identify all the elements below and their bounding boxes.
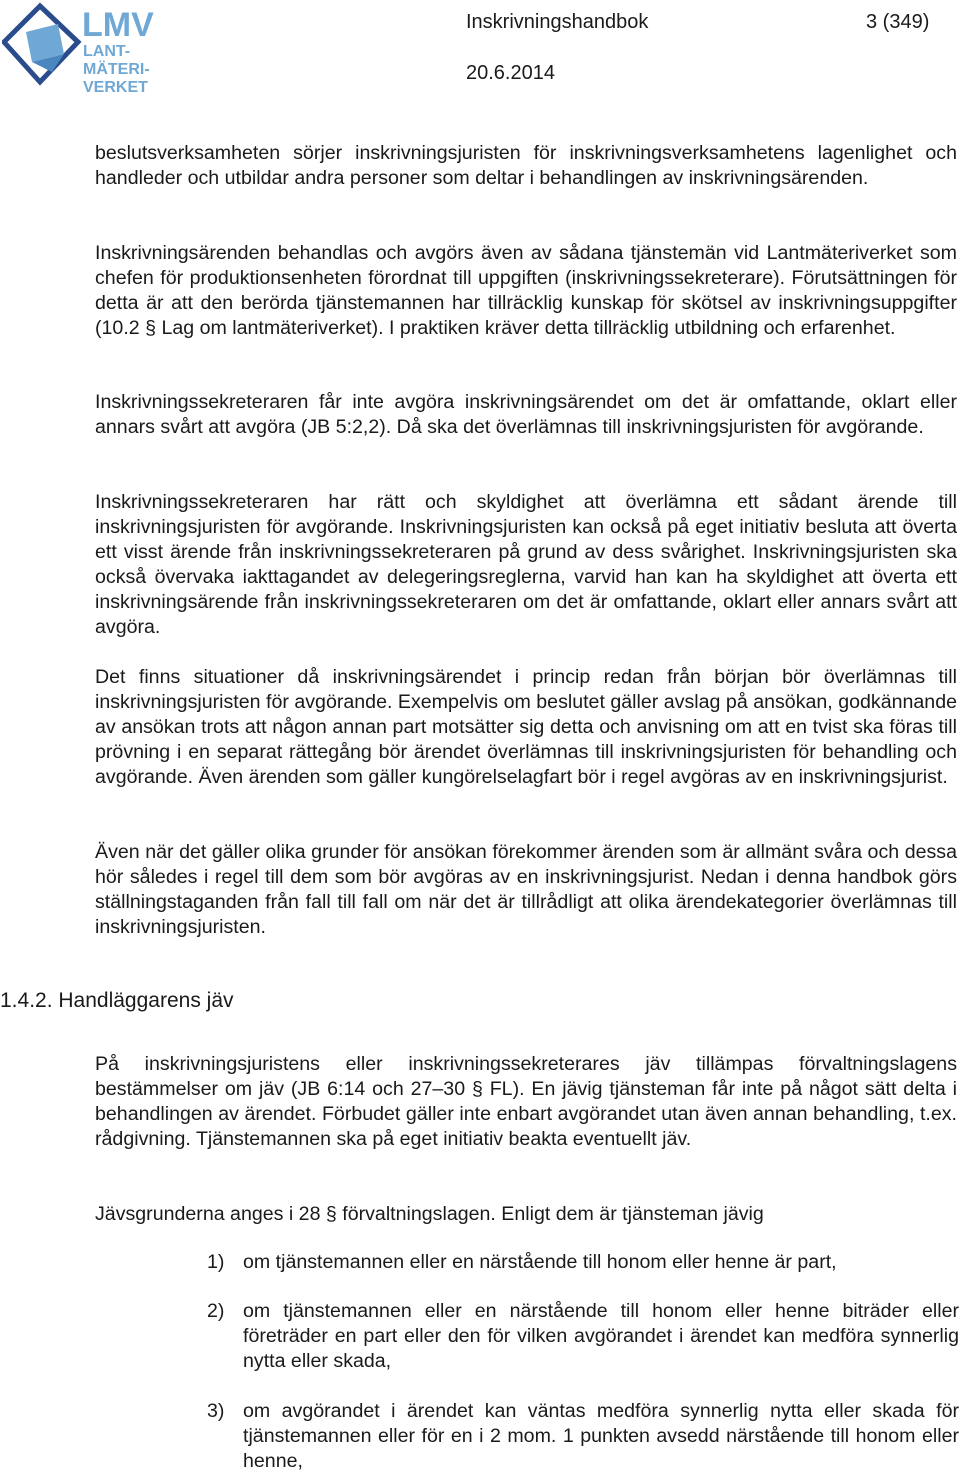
logo-graphic xyxy=(2,2,162,98)
section-paragraph-2: Jävsgrunderna anges i 28 § förvaltningslagen. Enligt dem är tjänsteman jävig xyxy=(95,1203,764,1225)
paragraph-3: Inskrivningssekreteraren får inte avgöra inskrivningsärendet om det är omfattande, oklart eller annars svårt att avgöra (JB 5:2,2). Då ska det överlämnas till inskrivningsjuristen för avgörande. xyxy=(95,391,957,438)
document-date: 20.6.2014 xyxy=(466,62,555,84)
list-number: 2) xyxy=(207,1300,225,1322)
list-text: om avgörandet i ärendet kan väntas medföra synnerlig nytta eller skada för tjänstemannen eller för en i 2 mom. 1 punkten avsedd närstående till honom eller henne, xyxy=(243,1400,959,1472)
list-text: om tjänstemannen eller en närstående till honom eller henne är part, xyxy=(243,1251,837,1273)
paragraph-6: Även när det gäller olika grunder för ansökan förekommer ärenden som är allmänt svåra och dessa hör således i regel till dem som bör avgöras av en inskrivningsjurist. Nedan i denna handbok görs ställningstaganden från fall till fall om när det är tillrådligt att olika ärendekategorier överlämnas till inskrivningsjuristen. xyxy=(95,841,957,938)
section-paragraph-1: På inskrivningsjuristens eller inskrivningssekreterares jäv tillämpas förvaltningslagens bestämmelser om jäv (JB 6:14 och 27–30 § FL). En jävig tjänsteman får inte på något sätt delta i behandlingen av ärendet. Förbudet gäller inte enbart avgörandet utan även annan behandling, t.ex. rådgivning. Tjänstemannen ska på eget initiativ beakta eventuellt jäv. xyxy=(95,1053,957,1150)
list-item xyxy=(207,1399,959,1474)
logo-text-line3: VERKET xyxy=(83,79,148,96)
page-number: 3 (349) xyxy=(866,11,930,33)
paragraph-5: Det finns situationer då inskrivningsärendet i princip redan från början bör överlämnas till inskrivningsjuristen för avgörande. Exempelvis om beslutet gäller avslag på ansökan, godkännande av ansökan trots att någon annan part motsätter sig detta och anvisning om att en tvist ska föras till prövning i en separat rättegång bör ärendet överlämnas till inskrivningsjuristen för behandling och avgörande. Även ärenden som gäller kungörelselagfart bör i regel avgöras av en inskrivningsjurist. xyxy=(95,666,957,788)
logo-emblem xyxy=(4,6,78,82)
lantmateriverket-logo xyxy=(2,2,162,98)
logo-text-lmv: LMV xyxy=(82,6,154,44)
list-item xyxy=(207,1250,959,1275)
paragraph-4: Inskrivningssekreteraren har rätt och skyldighet att överlämna ett sådant ärende till inskrivningsjuristen för avgörande. Inskrivningsjuristen kan också på eget initiativ besluta att överta ett visst ärende från inskrivningssekreteraren på grund av dess svårighet. Inskrivningsjuristen ska också övervaka iakttagandet av delegeringsreglerna, varvid han kan ha skyldighet att överta ett inskrivningsärende från inskrivningssekreteraren om det är omfattande, oklart eller annars svårt att avgöra. xyxy=(95,491,957,638)
section-heading: 1.4.2. Handläggarens jäv xyxy=(0,989,234,1012)
logo-text-line2: MÄTERI- xyxy=(83,61,150,78)
paragraph-2: Inskrivningsärenden behandlas och avgörs även av sådana tjänstemän vid Lantmäteriverket som chefen för produktionsenheten förordnat till uppgiften (inskrivningssekreterare). Förutsättningen för detta är att den berörda tjänstemannen har tillräcklig kunskap för skötsel av inskrivningsuppgifter (10.2 § Lag om lantmäteriverket). I praktiken kräver detta tillräcklig utbildning och erfarenhet. xyxy=(95,242,957,339)
logo-text-line1: LANT- xyxy=(83,43,131,60)
list-text: om tjänstemannen eller en närstående till honom eller henne biträder eller företräder en part eller den för vilken avgörandet i ärendet kan medföra synnerlig nytta eller skada, xyxy=(243,1300,959,1372)
list-number: 1) xyxy=(207,1251,225,1273)
document-title: Inskrivningshandbok xyxy=(466,11,649,33)
paragraph-1: beslutsverksamheten sörjer inskrivningsjuristen för inskrivningsverksamhetens lagenlighet och handleder och utbildar andra personer som deltar i behandlingen av inskrivningsärenden. xyxy=(95,142,957,189)
list-number: 3) xyxy=(207,1400,225,1422)
list-item xyxy=(207,1299,959,1374)
